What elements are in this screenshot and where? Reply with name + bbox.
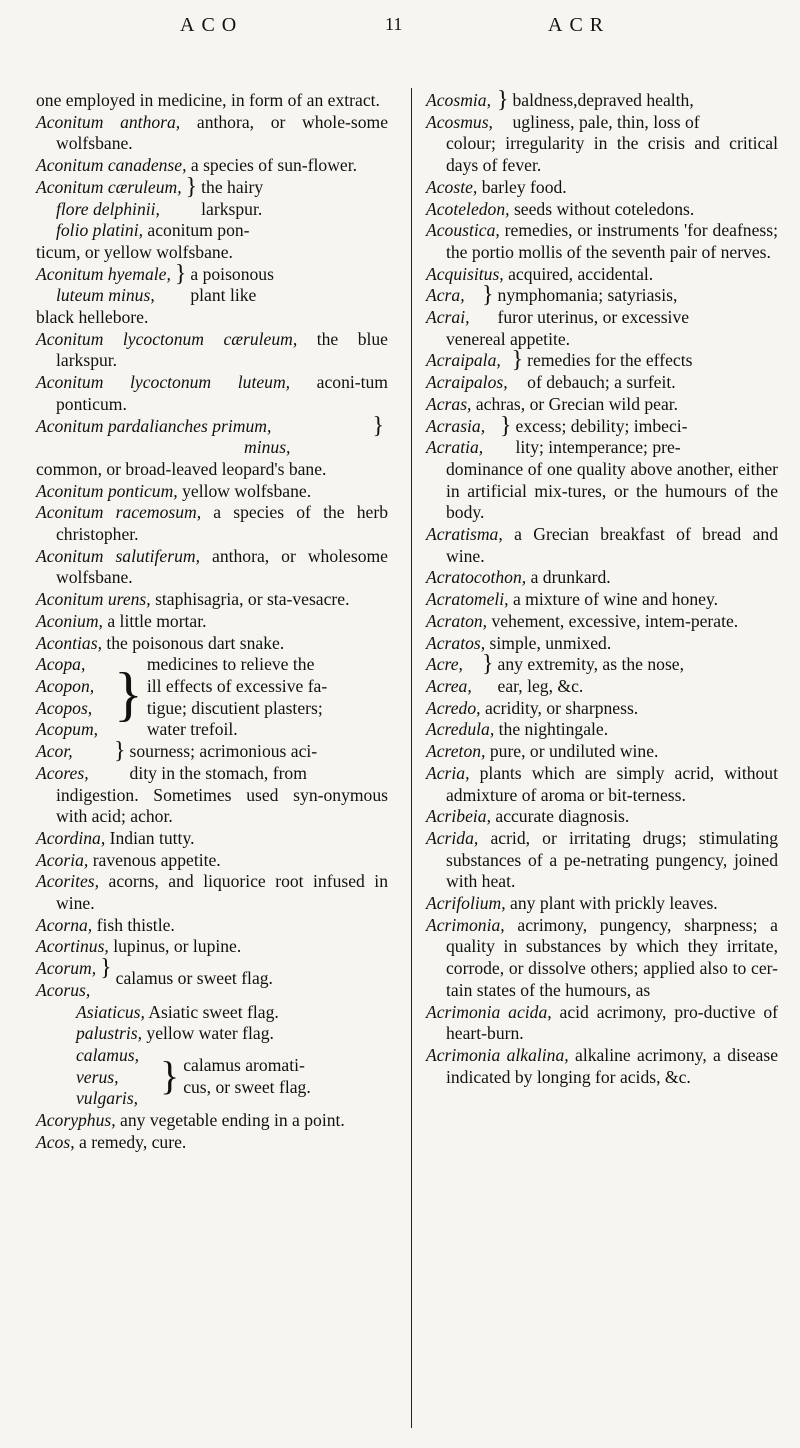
headword: Aconium, [36, 610, 103, 631]
headword: Acopon, [36, 675, 95, 696]
dictionary-entry [426, 567, 778, 589]
headword: Acoustica, [426, 220, 500, 241]
headword: Acortinus, [36, 936, 109, 957]
headword: Acra, [426, 285, 465, 306]
headword: Acopum, [36, 719, 99, 740]
definition: ill effects of excessive fa- [146, 675, 328, 696]
definition-continued: ticum, or yellow wolfsbane. [36, 241, 233, 262]
definition: sourness; acrimonious aci- [129, 741, 318, 762]
headword: vulgaris, [76, 1088, 139, 1109]
definition: tigue; discutient plasters; [146, 697, 323, 718]
brace: } [114, 738, 126, 765]
dictionary-entry [36, 112, 388, 155]
definition: accurate diagnosis. [490, 806, 630, 827]
dictionary-entry [36, 850, 388, 872]
headword: Acopos, [36, 697, 93, 718]
definition: a mixture of wine and honey. [508, 589, 719, 610]
definition: acrid, or irritating drugs; stimulating substances of a pe-netrating pungency, joined with heat. [446, 827, 778, 892]
definition: water trefoil. [146, 719, 238, 740]
headword: Acquisitus, [426, 263, 504, 284]
headword: Aconitum canadense, [36, 155, 187, 176]
brace: } [114, 661, 143, 728]
definition: a species of sun-flower. [186, 155, 357, 176]
definition: seeds without coteledons. [509, 198, 695, 219]
definition: acid acrimony, pro-ductive of heart-burn. [446, 1001, 778, 1044]
dictionary-entry [426, 828, 778, 893]
definition: any plant with prickly leaves. [505, 893, 718, 914]
dictionary-entry [426, 524, 778, 567]
dictionary-entry [36, 546, 388, 589]
headword: Acosmus, [426, 111, 493, 132]
definition: dity in the stomach, from [129, 762, 307, 783]
definition: nymphomania; satyriasis, [497, 285, 678, 306]
headword: Aconitum hyemale, [36, 263, 171, 284]
headword: Acorum, [36, 958, 97, 979]
definition: fish thistle. [92, 914, 175, 935]
definition: anthora, or whole-some wolfsbane. [56, 111, 389, 154]
definition: a poisonous [190, 263, 274, 284]
definition: yellow wolfsbane. [177, 480, 312, 501]
headword: Aconitum lycoctonum luteum, [36, 372, 291, 393]
definition: baldness,depraved health, [512, 90, 694, 110]
definition: Indian tutty. [105, 827, 195, 848]
dictionary-entry [36, 828, 388, 850]
braced-entry [36, 955, 388, 1001]
dictionary-entry [426, 1045, 778, 1088]
brace: } [511, 347, 524, 374]
braced-entry [426, 347, 778, 393]
brace: } [482, 282, 494, 309]
headword: Acorna, [36, 914, 93, 935]
braced-entry [36, 173, 388, 264]
braced-entry [426, 87, 778, 177]
dictionary-entry [36, 915, 388, 937]
headword: verus, [76, 1066, 119, 1087]
dictionary-entry [426, 199, 778, 221]
dictionary-entry [426, 741, 778, 763]
definition: lity; intemperance; pre- [515, 437, 681, 458]
dictionary-subentry [36, 1023, 388, 1045]
headword: Acria, [426, 762, 470, 783]
braced-entry [426, 412, 778, 525]
brace: } [500, 412, 512, 439]
headword: Acre, [426, 654, 463, 675]
definition: plant like [190, 285, 257, 306]
dictionary-entry [426, 893, 778, 915]
dictionary-entry [426, 1002, 778, 1045]
brace: } [160, 1052, 180, 1098]
headword: luteum minus, [56, 285, 155, 306]
braced-entry [36, 1045, 388, 1110]
definition: simple, unmixed. [485, 632, 612, 653]
definition: furor uterinus, or excessive [497, 307, 690, 328]
definition: the hairy [201, 176, 264, 197]
headword: Acorus, [36, 979, 91, 1000]
definition-continued: indigestion. Sometimes used syn-onymous with acid; achor. [56, 784, 388, 827]
dictionary-entry [426, 177, 778, 199]
brace: } [496, 87, 509, 113]
headword: Acratomeli, [426, 589, 509, 610]
definition: any vegetable ending in a point. [115, 1110, 345, 1131]
dictionary-entry [426, 719, 778, 741]
definition: yellow water flag. [142, 1023, 274, 1044]
definition: calamus aromati- [183, 1054, 305, 1075]
definition: a remedy, cure. [74, 1131, 187, 1152]
headword: Acoria, [36, 849, 89, 870]
headword: Acredula, [426, 719, 495, 740]
headword: Aconitum pardalianches primum, [36, 415, 272, 436]
headword: Aconitum anthora, [36, 111, 181, 132]
dictionary-entry [36, 372, 388, 415]
dictionary-entry [426, 264, 778, 286]
definition-continued: black hellebore. [36, 307, 149, 328]
dictionary-entry [36, 329, 388, 372]
headword: Acopa, [36, 654, 86, 675]
definition: remedies for the effects [527, 350, 693, 371]
dictionary-entry [36, 589, 388, 611]
definition: Asiatic sweet flag. [144, 1001, 279, 1022]
headword: Acor, [36, 741, 73, 762]
definition: remedies, or instruments 'for deafness; the portio mollis of the seventh pair of nerves. [446, 220, 778, 262]
headword: Acrasia, [426, 415, 486, 436]
headword: Acordina, [36, 827, 106, 848]
dictionary-entry [36, 502, 388, 545]
headword: Acras, [426, 393, 472, 414]
headword: Acrimonia acida, [426, 1001, 552, 1022]
headword: Aconitum cæruleum, [36, 176, 182, 197]
definition: acquired, accidental. [503, 263, 654, 284]
brace: } [185, 173, 198, 200]
definition: ravenous appetite. [88, 849, 221, 870]
headword: Acrimonia alkalina, [426, 1044, 569, 1065]
definition: acorns, and liquorice root infused in wine. [56, 871, 388, 914]
definition: alkaline acrimony, a disease indicated by longing for acids, &c. [446, 1044, 778, 1087]
definition: barley food. [477, 176, 567, 197]
definition: a little mortar. [102, 610, 207, 631]
definition: any extremity, as the nose, [497, 654, 685, 675]
headword: Acratisma, [426, 524, 503, 545]
definition: anthora, or wholesome wolfsbane. [56, 545, 388, 588]
dictionary-entry [36, 481, 388, 503]
headword: Acribeia, [426, 806, 491, 827]
column-divider [411, 88, 412, 1428]
dictionary-entry [36, 871, 388, 914]
headword: palustris, [76, 1023, 142, 1044]
definition: the nightingale. [494, 719, 609, 740]
headword: Acraipala, [426, 350, 501, 371]
definition-continued: venereal appetite. [446, 328, 571, 349]
headword: Acredo, [426, 697, 481, 718]
headword: Acoste, [426, 176, 478, 197]
definition: the poisonous dart snake. [101, 632, 285, 653]
headword: Acrida, [426, 827, 479, 848]
brace: } [482, 651, 494, 678]
headword: minus, [244, 437, 291, 458]
header-right-guide-word: ACR [548, 14, 611, 36]
definition: cus, or sweet flag. [183, 1076, 311, 1097]
brace: } [174, 260, 187, 287]
definition: a drunkard. [526, 567, 611, 588]
braced-entry [36, 412, 388, 481]
brace: } [372, 412, 384, 439]
braced-entry [36, 260, 388, 329]
definition: calamus or sweet flag. [115, 968, 273, 989]
dictionary-entry [426, 220, 778, 263]
dictionary-subentry [36, 1002, 388, 1024]
braced-entry [36, 738, 388, 828]
headword: Aconitum lycoctonum cæruleum, [36, 328, 298, 349]
headword: Acrifolium, [426, 893, 506, 914]
headword: Acrimonia, [426, 914, 505, 935]
headword: Acratocothon, [426, 567, 527, 588]
dictionary-entry [426, 915, 778, 1002]
headword: Acoryphus, [36, 1110, 116, 1131]
definition: acridity, or sharpness. [480, 697, 639, 718]
dictionary-entry [36, 1110, 388, 1132]
headword: calamus, [76, 1044, 140, 1065]
definition: a species of the herb christopher. [56, 502, 388, 545]
headword: Acosmia, [426, 90, 491, 110]
definition: larkspur. [201, 198, 263, 219]
headword: Acorites, [36, 871, 100, 892]
page-number: 11 [385, 14, 403, 34]
definition: pure, or undiluted wine. [485, 741, 659, 762]
definition-continued: dominance of one quality above another, either in artificial mix-tures, or the humours of the body. [446, 458, 778, 523]
dictionary-entry [36, 611, 388, 633]
dictionary-entry [426, 394, 778, 416]
definition: medicines to relieve the [146, 654, 315, 675]
definition: aconitum pon- [143, 220, 250, 241]
headword: Aconitum urens, [36, 589, 151, 610]
headword: Aconitum ponticum, [36, 480, 178, 501]
dictionary-entry [36, 155, 388, 177]
definition: vehement, excessive, intem-perate. [487, 610, 739, 631]
headword: Acores, [36, 762, 89, 783]
brace: } [100, 955, 112, 982]
dictionary-entry [426, 763, 778, 806]
definition: ugliness, pale, thin, loss of [512, 111, 700, 132]
dictionary-entry [426, 698, 778, 720]
headword: Acos, [36, 1131, 75, 1152]
definition: staphisagria, or sta-vesacre. [150, 589, 350, 610]
dictionary-entry [426, 806, 778, 828]
braced-entry [36, 654, 388, 741]
definition-continued: colour; irregularity in the crisis and critical days of fever. [446, 133, 778, 176]
headword: Acontias, [36, 632, 102, 653]
right-column [426, 87, 778, 1088]
headword: Acoteledon, [426, 198, 510, 219]
dictionary-entry [426, 589, 778, 611]
headword: Acrai, [426, 307, 470, 328]
dictionary-entry [426, 611, 778, 633]
definition: excess; debility; imbeci- [515, 415, 688, 436]
headword: Aconitum salutiferum, [36, 545, 200, 566]
headword: Aconitum racemosum, [36, 502, 202, 523]
headword: Acraipalos, [426, 372, 508, 393]
page-header [0, 8, 800, 48]
headword: Acreton, [426, 741, 486, 762]
headword: Acraton, [426, 610, 488, 631]
definition: of debauch; a surfeit. [527, 372, 676, 393]
headword: Asiaticus, [76, 1001, 145, 1022]
headword: flore delphinii, [56, 198, 160, 219]
headword: folio platini, [56, 220, 143, 241]
definition: a Grecian breakfast of bread and wine. [446, 524, 778, 566]
definition-continued: common, or broad-leaved leopard's bane. [36, 458, 327, 479]
definition: lupinus, or lupine. [108, 936, 242, 957]
definition: ear, leg, &c. [497, 675, 584, 696]
braced-entry [426, 651, 778, 697]
definition: plants which are simply acrid, without admixture of aroma or bit-terness. [446, 762, 778, 805]
braced-entry [426, 282, 778, 350]
definition: achras, or Grecian wild pear. [471, 393, 679, 414]
headword: Acratia, [426, 437, 484, 458]
dictionary-entry [36, 1132, 388, 1154]
definition: the blue larkspur. [56, 328, 388, 371]
left-column [36, 90, 388, 1153]
dictionary-entry [36, 90, 388, 112]
definition: aconi-tum ponticum. [56, 372, 388, 414]
headword: Acratos, [426, 632, 486, 653]
header-left-guide-word: ACO [180, 14, 244, 36]
dictionary-entry [36, 633, 388, 655]
headword: Acrea, [426, 675, 472, 696]
dictionary-entry [426, 633, 778, 655]
entry-text: one employed in medicine, in form of an extract. [36, 90, 380, 110]
dictionary-entry [36, 936, 388, 958]
definition: acrimony, pungency, sharpness; a quality in substances by which they irritate, corrode, or dissolve others; applied also to cer-tain states of the humours, as [446, 914, 778, 1000]
